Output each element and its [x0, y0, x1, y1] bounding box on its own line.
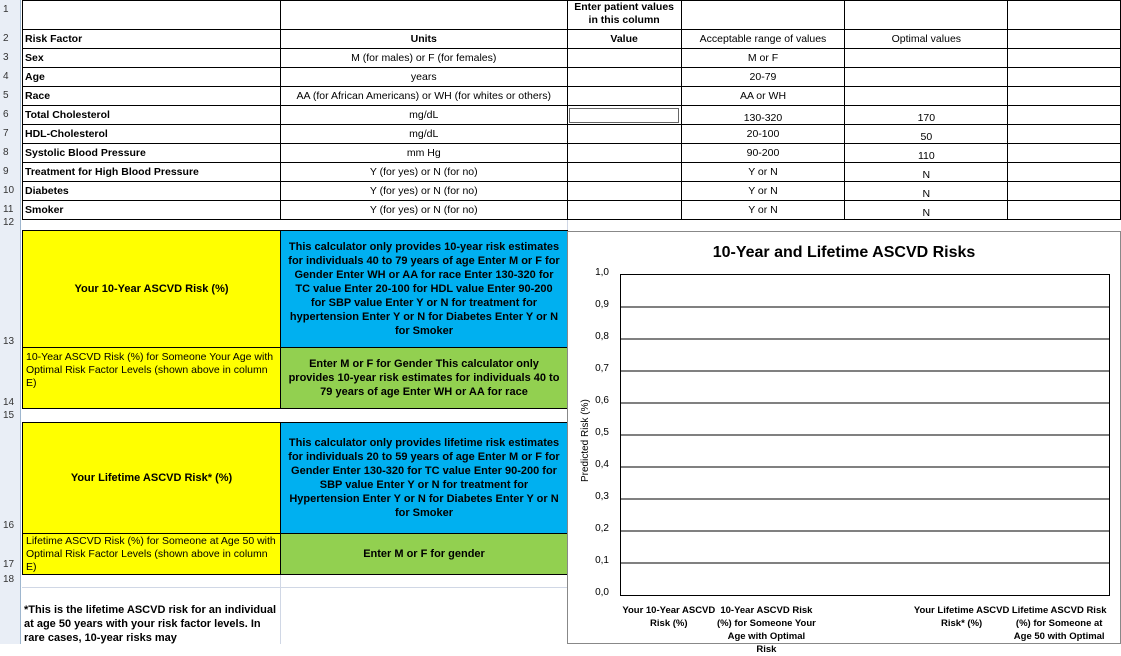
- cell-empty[interactable]: [1008, 106, 1121, 125]
- units-cell: Y (for yes) or N (for no): [280, 201, 567, 220]
- cell-empty[interactable]: [1008, 49, 1121, 68]
- row-number[interactable]: 17: [3, 559, 15, 570]
- risk-factor-table: [22, 0, 1121, 220]
- row-number[interactable]: 14: [3, 397, 15, 408]
- x-category-label: Your 10-Year ASCVD Risk (%): [622, 605, 716, 629]
- y-tick-label: 0,5: [595, 427, 609, 438]
- y-tick-label: 0,1: [595, 555, 609, 566]
- units-cell: mm Hg: [280, 144, 567, 163]
- cell-empty[interactable]: [1008, 144, 1121, 163]
- range-cell: Y or N: [681, 163, 845, 182]
- value-input-cell[interactable]: [567, 87, 681, 106]
- table-row: [23, 87, 1121, 106]
- chart-title: 10-Year and Lifetime ASCVD Risks: [712, 244, 976, 261]
- cell-empty[interactable]: [1008, 87, 1121, 106]
- x-category-label: Lifetime ASCVD Risk (%) for Someone at Age 50 with Optimal: [1011, 605, 1107, 642]
- lifetime-optimal-label[interactable]: Lifetime ASCVD Risk (%) for Someone at Age 50 with Optimal Risk Factor Levels (shown above in column E): [22, 533, 281, 575]
- factor-cell: HDL-Cholesterol: [23, 125, 281, 144]
- acceptable-header: Acceptable range of values: [681, 30, 845, 49]
- y-axis-label: Predicted Risk (%): [580, 399, 591, 482]
- range-cell: M or F: [681, 49, 845, 68]
- cell-empty[interactable]: [1008, 125, 1121, 144]
- lifetime-optimal-message[interactable]: Enter M or F for gender: [280, 533, 568, 575]
- factor-cell: Total Cholesterol: [23, 106, 281, 125]
- row-number[interactable]: 18: [3, 574, 15, 585]
- y-tick-label: 0,2: [595, 523, 609, 534]
- row-number[interactable]: 1: [3, 4, 9, 15]
- value-input-cell[interactable]: [567, 49, 681, 68]
- optimal-cell: N: [845, 201, 1008, 220]
- row-number[interactable]: 6: [3, 109, 9, 120]
- value-input-cell[interactable]: [567, 144, 681, 163]
- y-tick-label: 0,4: [595, 459, 609, 470]
- factor-cell: Age: [23, 68, 281, 87]
- optimal-cell: 110: [845, 144, 1008, 163]
- y-tick-label: 0,0: [595, 587, 609, 598]
- x-category-label: Your Lifetime ASCVD Risk* (%): [913, 605, 1010, 629]
- optimal-cell: N: [845, 182, 1008, 201]
- row-number[interactable]: 4: [3, 71, 9, 82]
- table-row: [23, 106, 1121, 125]
- y-tick-label: 0,3: [595, 491, 609, 502]
- row-number[interactable]: 9: [3, 166, 9, 177]
- y-tick-label: 0,6: [595, 395, 609, 406]
- optimal-cell: 50: [845, 125, 1008, 144]
- optimal-cell: [845, 49, 1008, 68]
- value-input-cell[interactable]: [567, 68, 681, 87]
- cell-empty[interactable]: [1008, 1, 1121, 30]
- value-input-cell[interactable]: [567, 125, 681, 144]
- value-header: Value: [567, 30, 681, 49]
- plot-area: [620, 274, 1110, 596]
- units-cell: years: [280, 68, 567, 87]
- value-input-cell[interactable]: [567, 201, 681, 220]
- row-number[interactable]: 8: [3, 147, 9, 158]
- value-input-cell[interactable]: [567, 182, 681, 201]
- optimal-cell: [845, 68, 1008, 87]
- row-number[interactable]: 3: [3, 52, 9, 63]
- units-cell: M (for males) or F (for females): [280, 49, 567, 68]
- plot-svg: [621, 275, 1109, 595]
- range-cell: 20-79: [681, 68, 845, 87]
- table-row: [23, 201, 1121, 220]
- risk-factor-header: Risk Factor: [23, 30, 281, 49]
- table-row: [23, 182, 1121, 201]
- ten-year-risk-message[interactable]: This calculator only provides 10-year risk estimates for individuals 40 to 79 years of age Enter M or F for Gender Enter WH or AA for race Enter 130-320 for TC value Enter 20-100 for HDL value Enter 90-200 for SBP value Enter Y or N for treatment for hypertension Enter Y or N for Diabetes Enter Y or N for Smoker: [280, 230, 568, 348]
- lifetime-risk-message[interactable]: This calculator only provides lifetime risk estimates for individuals 20 to 59 years of age Enter M or F for Gender Enter 130-320 for TC value Enter 90-200 for SBP value Enter Y or N for treatment for Hypertension Enter Y or N for Diabetes Enter Y or N for Smoker: [280, 422, 568, 534]
- cell-empty[interactable]: [1008, 68, 1121, 87]
- table-row: [23, 49, 1121, 68]
- range-cell: AA or WH: [681, 87, 845, 106]
- optimal-cell: N: [845, 163, 1008, 182]
- optimal-cell: [845, 87, 1008, 106]
- value-input-cell-selected[interactable]: [567, 106, 681, 125]
- optimal-cell: 170: [845, 106, 1008, 125]
- factor-cell: Smoker: [23, 201, 281, 220]
- lifetime-risk-label[interactable]: Your Lifetime ASCVD Risk* (%): [22, 422, 281, 534]
- factor-cell: Systolic Blood Pressure: [23, 144, 281, 163]
- cell-empty[interactable]: [845, 1, 1008, 30]
- cell-empty[interactable]: [280, 1, 567, 30]
- table-row: [23, 144, 1121, 163]
- row-number[interactable]: 7: [3, 128, 9, 139]
- ten-year-optimal-label[interactable]: 10-Year ASCVD Risk (%) for Someone Your Age with Optimal Risk Factor Levels (shown above in column E): [22, 347, 281, 409]
- range-cell: 130-320: [681, 106, 845, 125]
- row-number[interactable]: 5: [3, 90, 9, 101]
- ascvd-chart[interactable]: [567, 231, 1121, 655]
- optimal-header: Optimal values: [845, 30, 1008, 49]
- cell-empty[interactable]: [23, 1, 281, 30]
- row-number[interactable]: 15: [3, 410, 15, 421]
- y-tick-label: 1,0: [595, 267, 609, 278]
- table-row: [23, 68, 1121, 87]
- range-cell: 90-200: [681, 144, 845, 163]
- factor-cell: Sex: [23, 49, 281, 68]
- cell-empty[interactable]: [1008, 163, 1121, 182]
- y-tick-label: 0,7: [595, 363, 609, 374]
- gridline: [22, 587, 567, 588]
- cell-empty[interactable]: [1008, 201, 1121, 220]
- ten-year-optimal-message[interactable]: Enter M or F for Gender This calculator only provides 10-year risk estimates for individuals 40 to 79 years of age Enter WH or AA for race: [280, 347, 568, 409]
- cell-empty[interactable]: [681, 1, 845, 30]
- enter-values-header: Enter patient values in this column: [567, 1, 681, 30]
- row-number[interactable]: 11: [3, 204, 14, 215]
- row-number[interactable]: 2: [3, 33, 9, 44]
- units-cell: mg/dL: [280, 125, 567, 144]
- row-number[interactable]: 13: [3, 336, 15, 347]
- units-cell: mg/dL: [280, 106, 567, 125]
- y-tick-label: 0,9: [595, 299, 609, 310]
- table-row: [23, 125, 1121, 144]
- factor-cell: Diabetes: [23, 182, 281, 201]
- range-cell: Y or N: [681, 201, 845, 220]
- cell-empty[interactable]: [1008, 30, 1121, 49]
- x-category-label: 10-Year ASCVD Risk (%) for Someone Your Age with Optimal Risk: [716, 605, 816, 655]
- y-tick-label: 0,8: [595, 331, 609, 342]
- factor-cell: Race: [23, 87, 281, 106]
- value-input-cell[interactable]: [567, 163, 681, 182]
- units-header: Units: [280, 30, 567, 49]
- range-cell: 20-100: [681, 125, 845, 144]
- ten-year-risk-label[interactable]: Your 10-Year ASCVD Risk (%): [22, 230, 281, 348]
- units-cell: Y (for yes) or N (for no): [280, 163, 567, 182]
- units-cell: Y (for yes) or N (for no): [280, 182, 567, 201]
- range-cell: Y or N: [681, 182, 845, 201]
- factor-cell: Treatment for High Blood Pressure: [23, 163, 281, 182]
- gridline: [280, 574, 281, 644]
- row-number[interactable]: 12: [3, 217, 15, 228]
- footnote: *This is the lifetime ASCVD risk for an individual at age 50 years with your risk factor levels. In rare cases, 10-year risks may: [24, 604, 277, 644]
- table-row: [23, 163, 1121, 182]
- row-number[interactable]: 16: [3, 520, 15, 531]
- cell-empty[interactable]: [1008, 182, 1121, 201]
- row-number[interactable]: 10: [3, 185, 15, 196]
- units-cell: AA (for African Americans) or WH (for whites or others): [280, 87, 567, 106]
